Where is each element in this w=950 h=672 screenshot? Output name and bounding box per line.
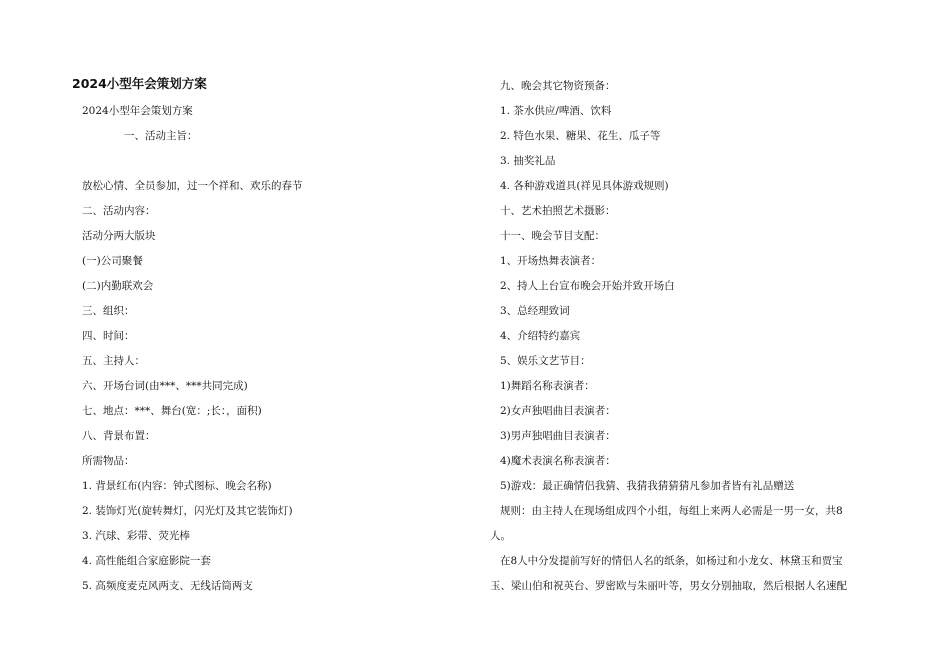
list-item: 1)舞蹈名称表演者：	[500, 380, 595, 392]
text-line: (二)内勤联欢会	[82, 280, 154, 292]
paragraph-line: 玉、梁山伯和祝英台、罗密欧与朱丽叶等，男女分别抽取，然后根据人名速配	[490, 580, 847, 592]
list-item: 4. 各种游戏道具(祥见具体游戏规则)	[500, 180, 669, 192]
list-item: 2. 特色水果、糖果、花生、瓜子等	[500, 130, 661, 142]
list-item: 1. 茶水供应/啤酒、饮料	[500, 105, 612, 117]
section-heading: 二、活动内容：	[82, 205, 156, 217]
list-item: 2、持人上台宣布晚会开始并致开场白	[500, 280, 675, 292]
list-item: 3、总经理致词	[500, 305, 570, 317]
list-item: 1. 背景红布(内容：钟式图标、晚会名称)	[82, 480, 272, 492]
section-heading: 六、开场台词(由***、***共同完成)	[82, 380, 248, 392]
text-line: 活动分两大版块	[82, 230, 156, 242]
list-item: 4、介绍特约嘉宾	[500, 330, 581, 342]
section-heading: 十一、晚会节目支配：	[500, 230, 605, 242]
list-item: 5. 高频度麦克风两支、无线话筒两支	[82, 580, 253, 592]
text-line: 所需物品：	[82, 455, 135, 467]
list-item: 1、开场热舞表演者：	[500, 255, 602, 267]
section-heading: 七、地点：***、舞台(宽：;长：，面积)	[82, 405, 262, 417]
section-heading: 十、艺术拍照艺术摄影：	[500, 205, 616, 217]
list-item: 3. 抽奖礼品	[500, 155, 556, 167]
document-title: 2024小型年会策划方案	[72, 76, 207, 91]
list-item: 4)魔术表演名称表演者：	[500, 455, 616, 467]
list-item: 2. 装饰灯光(旋转舞灯，闪光灯及其它装饰灯)	[82, 505, 293, 517]
list-item: 5)游戏：最正确情侣我猜、我猜我猜猜猜凡参加者皆有礼品赠送	[500, 480, 795, 492]
section-heading: 三、组织：	[82, 305, 135, 317]
list-item: 4. 高性能组合家庭影院一套	[82, 555, 211, 567]
paragraph-line: 在8人中分发提前写好的情侣人名的纸条，如杨过和小龙女、林黛玉和贾宝	[500, 555, 843, 567]
text-line: 放松心情、全员参加，过一个祥和、欢乐的春节	[82, 180, 303, 192]
list-item: 5、娱乐文艺节目：	[500, 355, 591, 367]
section-heading: 九、晚会其它物资预备：	[500, 80, 616, 92]
paragraph-line: 人。	[490, 530, 511, 542]
text-line: (一)公司聚餐	[82, 255, 143, 267]
list-item: 2)女声独唱曲目表演者：	[500, 405, 616, 417]
section-heading: 四、时间：	[82, 330, 135, 342]
subtitle-line: 2024小型年会策划方案	[82, 105, 193, 117]
paragraph-line: 规则：由主持人在现场组成四个小组，每组上来两人必需是一男一女，共8	[500, 505, 843, 517]
section-heading: 五、主持人：	[82, 355, 145, 367]
section-heading: 八、背景布置：	[82, 430, 156, 442]
section-heading: 一、活动主旨：	[124, 130, 198, 142]
list-item: 3. 汽球、彩带、荧光棒	[82, 530, 190, 542]
list-item: 3)男声独唱曲目表演者：	[500, 430, 616, 442]
